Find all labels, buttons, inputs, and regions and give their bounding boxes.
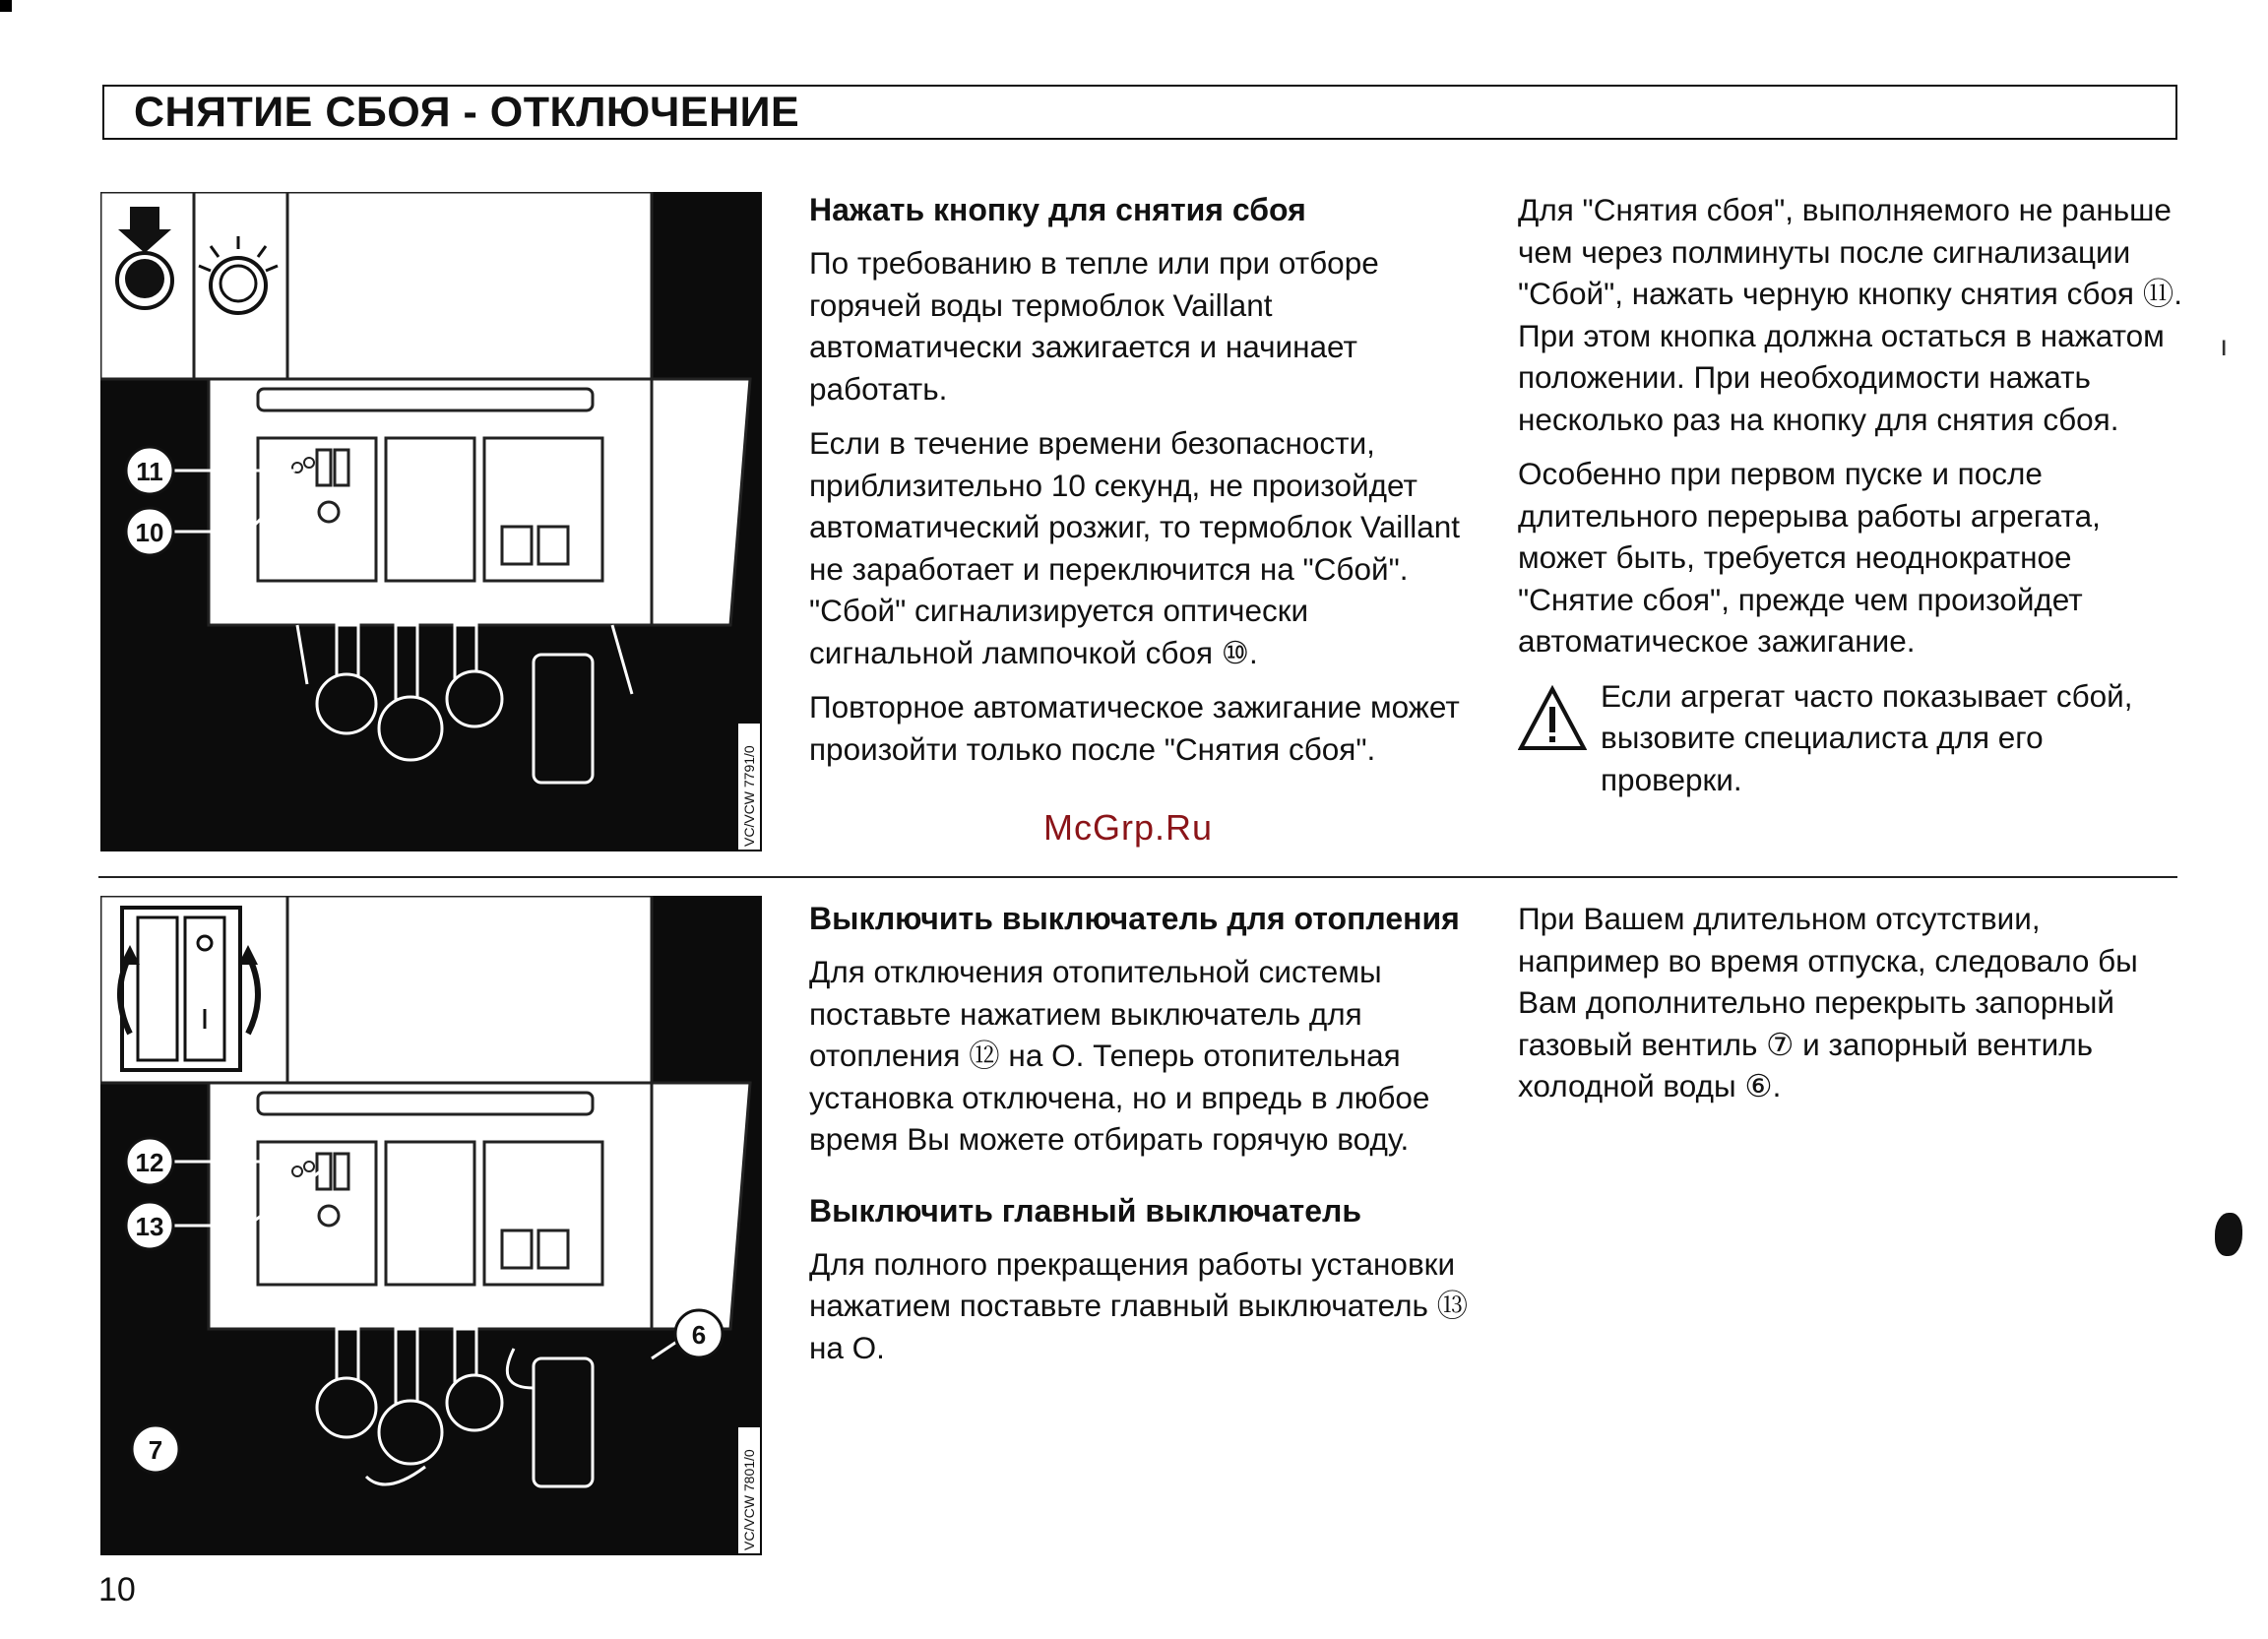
callout-7: 7 [148,1435,163,1465]
illustration-reset [100,192,762,851]
heading-main-switch: Выключить главный выключатель [809,1192,1361,1229]
heading-heating-switch: Выключить выключатель для отопления [809,901,1460,936]
page-title: СНЯТИЕ СБОЯ - ОТКЛЮЧЕНИЕ [134,89,800,136]
figure-switches [100,896,762,1555]
callout-12: 12 [135,1148,164,1177]
paragraph: Для отключения отопительной системы поставьте нажатием выключатель для отопления ⑫ на О. Теперь отопительная установка отключена, но и впредь в любое время Вы можете отбирать горячую воду. [809,954,1430,1157]
callout-11: 11 [136,457,163,486]
watermark: McGrp.Ru [1043,807,1214,848]
paragraph: По требованию в тепле или при отборе горячей воды термоблок Vaillant автоматически зажигается и начинает работать. [809,245,1379,407]
warning-block [1518,675,2187,801]
paragraph: Если в течение времени безопасности, приблизительно 10 секунд, не произойдет автоматический розжиг, то термоблок Vaillant не заработает и переключится на "Сбой". "Сбой" сигнализируется оптически сигнальной лампочкой сбоя ⑩. [809,425,1461,670]
section2-col2 [1518,898,2187,1120]
edge-mark [2215,1213,2242,1256]
callout-13: 13 [135,1212,164,1241]
corner-mark [0,0,12,12]
section-divider [98,876,2177,878]
paragraph: Для полного прекращения работы установки нажатием поставьте главный выключатель ⑬ на О. [809,1245,1469,1365]
paragraph: При Вашем длительном отсутствии, например во время отпуска, следовало бы Вам дополнительно перекрыть запорный газовый вентиль ⑦ и запорный вентиль холодной воды ⑥. [1518,901,2138,1103]
edge-mark: ı [2220,330,2229,362]
paragraph: Повторное автоматическое зажигание может произойти только после "Снятия сбоя". [809,689,1460,767]
warning-triangle-icon [1518,685,1587,754]
page-number: 10 [98,1571,136,1608]
paragraph: Особенно при первом пуске и после длительного перерыва работы агрегата, может быть, требуется неоднократное "Снятие сбоя", прежде чем произойдет автоматическое зажигание. [1518,456,2101,659]
heading-reset-button: Нажать кнопку для снятия сбоя [809,192,1306,227]
section1-col2 [1518,189,2187,800]
figure-code-2: VC/VCW 7801/0 [741,1449,757,1550]
title-box [102,85,2177,140]
paragraph: Для "Снятия сбоя", выполняемого не раньше чем через полминуты после сигнализации "Сбой", нажать черную кнопку снятия сбоя ⑪. При этом кнопка должна остаться в нажатом положении. При необходимости нажать несколько раз на кнопку для снятия сбоя. [1518,192,2182,437]
figure-reset-button [100,192,762,851]
section1-col1 [809,189,1479,783]
callout-6: 6 [691,1320,707,1350]
section2-col1 [809,898,1479,1381]
warning-text: Если агрегат часто показывает сбой, вызовите специалиста для его проверки. [1601,677,2133,797]
callout-10: 10 [135,518,164,547]
figure-code-1: VC/VCW 7791/0 [741,745,757,847]
illustration-switches [100,896,762,1555]
